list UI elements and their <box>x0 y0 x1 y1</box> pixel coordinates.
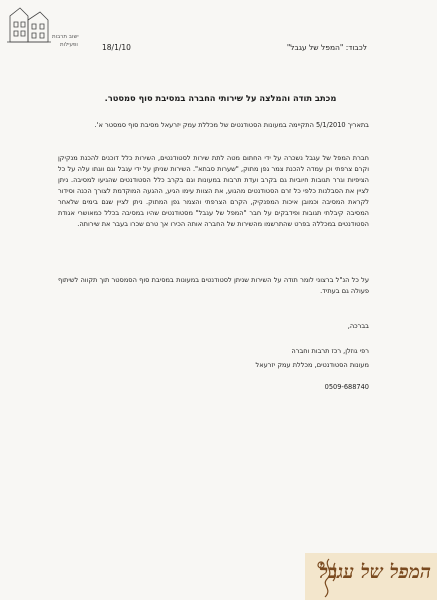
signature-org: מעונות הסטודנטים, מכללת עמק יזרעאל <box>255 361 369 369</box>
letter-title: מכתב תודה והמלצה על שירותי החברה במסיבת סוף סמסטר. <box>104 93 337 103</box>
footer-logo-text: המפל של עגבל <box>318 561 431 583</box>
signature-name: רפי גוזלן, רכז תרבות וחברה <box>291 347 369 355</box>
paragraph-intro: בתאריך 5/1/2010 התקיימה במעונות הסטודנטים של מכללת עמק יזרעאל מסיבת סוף סמסטר א'. <box>94 121 369 129</box>
paragraph-main: חברת המפל של עגבל נשכרה על ידי החתום מטה לתת שירות לסטודנטים, השירות כלל דוכנים להכנת מנקיקן וקרם צרפתי וכן עמדה להכנת צמר גפן מתוק, "שערות סבתא". השירות שניתן על ידי עגבל וגם ווגתו עלה על כל הציפיות וגרר תגובות חיוביות גם בקרב ועדת תרבות במעונות וגם בקרב כלל הסטודנטים שהגיעו למסיבה. ניתן לציין את הסבלנות כלפי כל זרם הסטודנטים מהגוע, את הצוות עימו הגיע, ההגעה המוקדמת לצורך הכנה וסידור לקראת המסיבה וכמובן איכות המפנקיק, הקרם הצרפתי והצמר גפן המתוק. ניתן לציין שגם בימים שלאחר המסיבה קיבלתי תגובות ופידבקים על חבר "המפל של עגבל" מסטודנטים שהיו במסיבה בכלל כמאושרי אגודת הסטודנטים במכללה בפרט שהתרשמו מהשירות של החברה אותה הכירו אך טרם שכרו בעבר את שירותה. <box>58 154 369 228</box>
letter-recipient: לכבוד: "המפל של עגבל" <box>286 43 367 52</box>
letterhead-logo <box>6 4 86 66</box>
letter-date: 18/1/10 <box>102 43 131 52</box>
signature-closing: בברכה, <box>347 322 369 330</box>
signature-phone: 0509-688740 <box>324 383 369 391</box>
letterhead-line-2: ופעילות <box>60 42 78 48</box>
paragraph-closing: על כל הנ"ל ברצוני לומר תודה על השירות שניתן לסטודנטים במעונות במסיבת סוף הסמסטר תוך תקווה לשיתוף פעולה גם בעתיד. <box>58 276 369 295</box>
letterhead-line-1: ישוב תרבות <box>52 34 79 40</box>
building-sketch-icon <box>6 4 52 44</box>
footer-logo <box>305 553 437 600</box>
